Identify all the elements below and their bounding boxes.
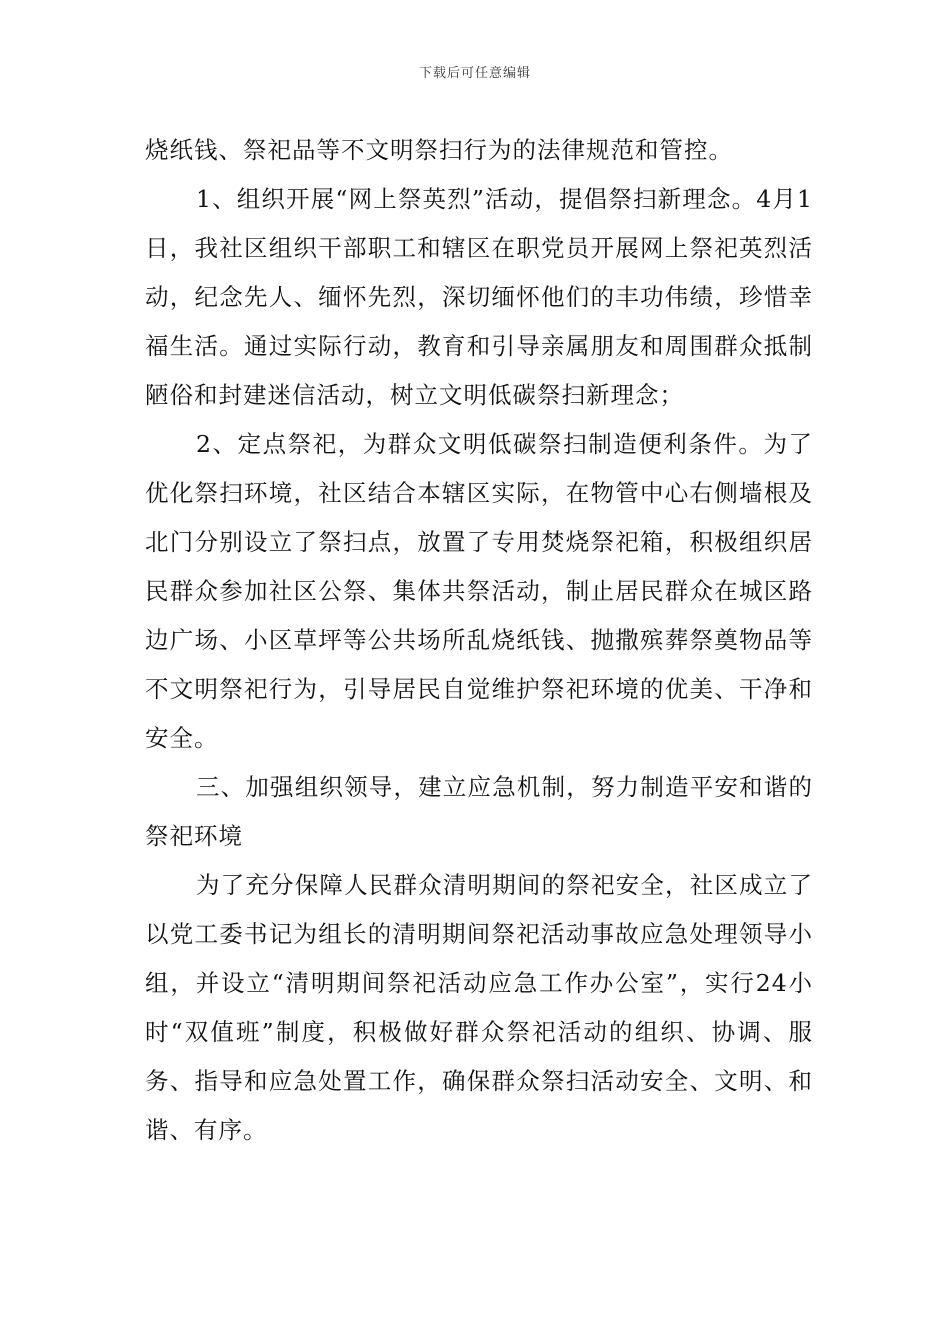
paragraph-3: 2、定点祭祀，为群众文明低碳祭扫制造便利条件。为了优化祭扫环境，社区结合本辖区实际，在物管中心右侧墙根及北门分别设立了祭扫点，放置了专用焚烧祭祀箱，积极组织居民群众参加社区公祭、集体共祭活动，制止居民群众在城区路边广场、小区草坪等公共场所乱烧纸钱、抛撒殡葬祭奠物品等不文明祭祀行为，引导居民自觉维护祭祀环境的优美、干净和安全。: [145, 430, 813, 752]
document-body: [145, 126, 813, 1155]
paragraph-1: 烧纸钱、祭祀品等不文明祭扫行为的法律规范和管控。: [145, 136, 733, 164]
paragraph-4: 为了充分保障人民群众清明期间的祭祀安全，社区成立了以党工委书记为组长的清明期间祭祀活动事故应急处理领导小组，并设立“清明期间祭祀活动应急工作办公室”，实行24小时“双值班”制度，积极做好群众祭祀活动的组织、协调、服务、指导和应急处置工作，确保群众祭扫活动安全、文明、和谐、有序。: [145, 871, 813, 1144]
section-heading: 三、加强组织领导，建立应急机制，努力制造平安和谐的祭祀环境: [145, 773, 813, 850]
page-header: 下载后可任意编辑: [418, 66, 531, 81]
paragraph-2: 1、组织开展“网上祭英烈”活动，提倡祭扫新理念。4月1日，我社区组织干部职工和辖区在职党员开展网上祭祀英烈活动，纪念先人、缅怀先烈，深切缅怀他们的丰功伟绩，珍惜幸福生活。通过实际行动，教育和引导亲属朋友和周围群众抵制陋俗和封建迷信活动，树立文明低碳祭扫新理念；: [145, 185, 813, 409]
